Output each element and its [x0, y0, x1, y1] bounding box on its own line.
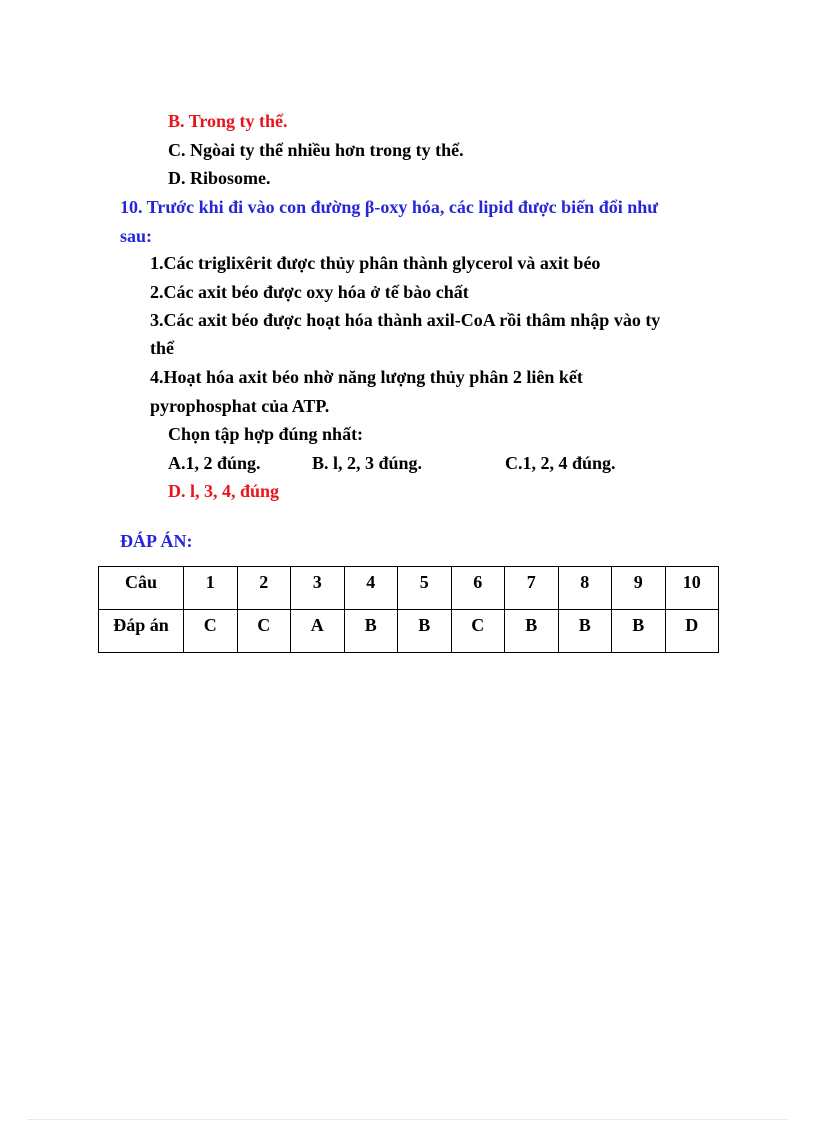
question-number-cell: 6: [451, 567, 505, 610]
page-bottom-divider: [28, 1119, 788, 1120]
answer-key-table: [98, 566, 719, 653]
question-10-stem-line2: sau:: [120, 226, 153, 246]
answer-cell: D: [665, 610, 719, 653]
table-row-answers: [99, 610, 719, 653]
answer-cell: B: [505, 610, 559, 653]
statement-1: 1.Các triglixêrit được thủy phân thành glycerol và axit béo: [150, 253, 601, 273]
q10-option-c: C.1, 2, 4 đúng.: [505, 453, 616, 473]
q10-option-d-correct: D. l, 3, 4, đúng: [168, 481, 280, 501]
prev-option-d: D. Ribosome.: [168, 168, 271, 188]
question-number-cell: 10: [665, 567, 719, 610]
prev-option-c: C. Ngòai ty thể nhiều hơn trong ty thể.: [168, 140, 464, 160]
question-number-cell: 2: [237, 567, 291, 610]
answer-cell: B: [398, 610, 452, 653]
answer-cell: B: [344, 610, 398, 653]
statement-4-line2: pyrophosphat của ATP.: [150, 396, 330, 416]
statement-3-line1: 3.Các axit béo được hoạt hóa thành axil-CoA rồi thâm nhập vào ty: [150, 310, 661, 330]
choose-prompt: Chọn tập hợp đúng nhất:: [168, 424, 364, 444]
q10-option-a: A.1, 2 đúng.: [168, 453, 261, 473]
answer-key-heading: ĐÁP ÁN:: [120, 531, 193, 551]
answer-cell: B: [558, 610, 612, 653]
question-10-stem-line1: 10. Trước khi đi vào con đường β-oxy hóa, các lipid được biến đổi như: [120, 197, 659, 217]
q10-option-b: B. l, 2, 3 đúng.: [312, 453, 423, 473]
question-number-cell: 1: [184, 567, 238, 610]
question-number-cell: 8: [558, 567, 612, 610]
question-number-cell: 7: [505, 567, 559, 610]
statement-4-line1: 4.Hoạt hóa axit béo nhờ năng lượng thủy phân 2 liên kết: [150, 367, 583, 387]
statement-2: 2.Các axit béo được oxy hóa ở tế bào chất: [150, 282, 469, 302]
answer-cell: C: [451, 610, 505, 653]
table-row-questions: [99, 567, 719, 610]
question-number-cell: 5: [398, 567, 452, 610]
statement-3-line2: thể: [150, 338, 174, 358]
answer-cell: A: [291, 610, 345, 653]
question-number-cell: 3: [291, 567, 345, 610]
question-number-cell: 4: [344, 567, 398, 610]
answer-cell: C: [184, 610, 238, 653]
question-number-cell: 9: [612, 567, 666, 610]
row-label-question: Câu: [99, 567, 184, 610]
row-label-answer: Đáp án: [99, 610, 184, 653]
answer-cell: C: [237, 610, 291, 653]
answer-cell: B: [612, 610, 666, 653]
prev-option-b-correct: B. Trong ty thể.: [168, 111, 288, 131]
